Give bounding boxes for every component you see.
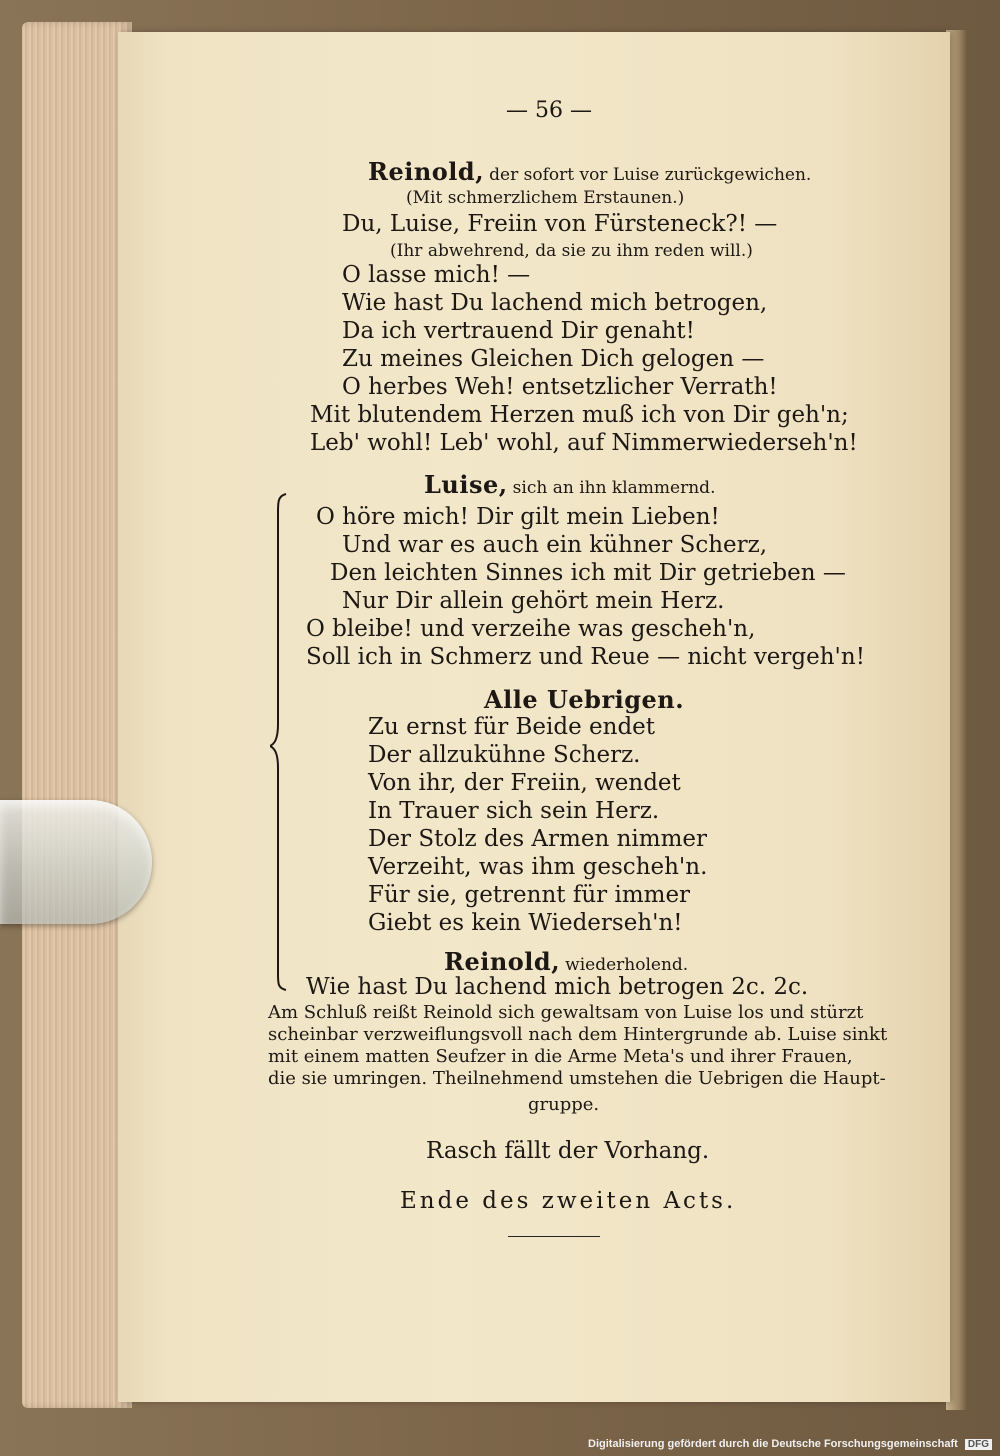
verse-line: Leb' wohl! Leb' wohl, auf Nimmerwiederseh'n! (310, 430, 858, 456)
stage-direction-line: mit einem matten Seufzer in die Arme Meta's und ihrer Frauen, (268, 1046, 853, 1067)
page-number: — 56 — (506, 98, 592, 123)
verse-line: Der allzukühne Scherz. (368, 742, 641, 768)
verse-line: O höre mich! Dir gilt mein Lieben! (316, 504, 720, 530)
verse-line: Nur Dir allein gehört mein Herz. (342, 588, 725, 614)
verse-line: Zu ernst für Beide endet (368, 714, 656, 740)
verse-line: Von ihr, der Freiin, wendet (368, 770, 681, 796)
end-rule (508, 1236, 600, 1237)
verse-line: Den leichten Sinnes ich mit Dir getrieben — (330, 560, 846, 586)
verse-line: Und war es auch ein kühner Scherz, (342, 532, 768, 558)
curtain-line: Rasch fällt der Vorhang. (426, 1138, 710, 1164)
stage-direction-line: die sie umringen. Theilnehmend umstehen die Uebrigen die Haupt- (268, 1068, 886, 1089)
page-holder-clip (0, 800, 152, 924)
act-end-line: Ende des zweiten Acts. (400, 1188, 737, 1214)
verse-line: Verzeiht, was ihm gescheh'n. (368, 854, 708, 880)
stage-direction-paren: (Mit schmerzlichem Erstaunen.) (406, 188, 685, 208)
verse-line: Für sie, getrennt für immer (368, 882, 691, 908)
verse-line: Du, Luise, Freiin von Fürsteneck?! — (342, 211, 778, 237)
verse-line: O bleibe! und verzeihe was gescheh'n, (306, 616, 756, 642)
verse-line: Wie hast Du lachend mich betrogen, (342, 290, 768, 316)
speaker-name: Reinold, (368, 157, 485, 186)
stage-direction-paren: (Ihr abwehrend, da sie zu ihm reden will.) (390, 241, 753, 261)
speaker-heading-reinold (368, 157, 812, 186)
verse-line: Der Stolz des Armen nimmer (368, 826, 707, 852)
verse-line: Zu meines Gleichen Dich gelogen — (342, 346, 765, 372)
speaker-name: Luise, (424, 470, 508, 499)
verse-line: Da ich vertrauend Dir genaht! (342, 318, 695, 344)
bracket-brace (270, 492, 292, 992)
verse-line: O lasse mich! — (342, 262, 531, 288)
stage-direction-line: scheinbar verzweiflungsvoll nach dem Hintergrunde ab. Luise sinkt (268, 1024, 888, 1045)
speaker-heading-reinold (444, 947, 689, 976)
book-page-stack (22, 22, 132, 1408)
verse-line: In Trauer sich sein Herz. (368, 798, 660, 824)
stage-direction: der sofort vor Luise zurückgewichen. (489, 165, 812, 185)
verse-line: O herbes Weh! entsetzlicher Verrath! (342, 374, 778, 400)
verse-line: Mit blutendem Herzen muß ich von Dir geh'n; (310, 402, 849, 428)
stage-direction-line: Am Schluß reißt Reinold sich gewaltsam von Luise los und stürzt (268, 1002, 864, 1023)
speaker-heading-alle: Alle Uebrigen. (484, 685, 685, 714)
speaker-heading-luise (424, 470, 716, 499)
speaker-name: Reinold, (444, 947, 561, 976)
footer-text: Digitalisierung gefördert durch die Deutsche Forschungsgemeinschaft (588, 1438, 958, 1450)
digitization-footer (588, 1438, 992, 1450)
stage-direction: wiederholend. (565, 955, 689, 975)
verse-line: Giebt es kein Wiederseh'n! (368, 910, 683, 936)
verse-line: Soll ich in Schmerz und Reue — nicht vergeh'n! (306, 644, 865, 670)
verse-line: Wie hast Du lachend mich betrogen 2c. 2c. (306, 974, 809, 1000)
dfg-logo: DFG (965, 1439, 992, 1450)
stage-direction-line: gruppe. (528, 1094, 600, 1115)
stage-direction: sich an ihn klammernd. (512, 478, 716, 498)
